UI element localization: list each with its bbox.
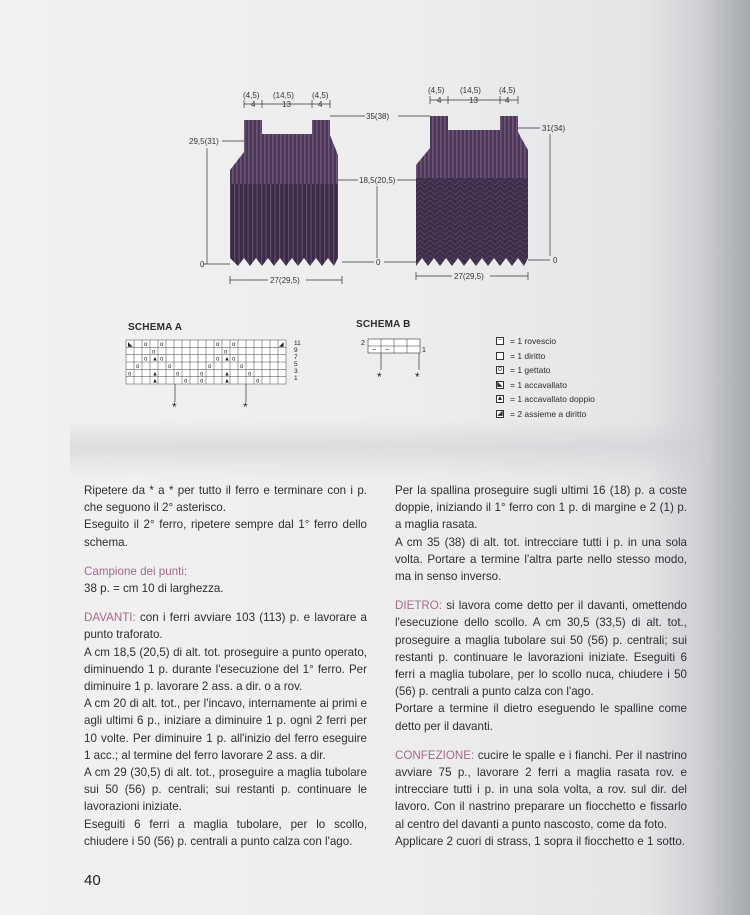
dim-width-right: 27(29,5) (454, 272, 484, 281)
legend-item (496, 334, 595, 349)
svg-text:o: o (160, 356, 164, 363)
legend-knit-symbol (496, 352, 504, 360)
svg-text:▲: ▲ (152, 356, 158, 363)
schema-b-row-1: 1 (422, 347, 426, 354)
dim-paren-left-1: (4,5) (243, 91, 260, 100)
svg-text:o: o (224, 349, 228, 356)
dim-paren-right-1: (4,5) (428, 86, 445, 95)
legend-k2tog-symbol: ◢ (497, 409, 503, 417)
garment-diagram (0, 0, 750, 300)
svg-text:o: o (248, 371, 252, 378)
dim-val-left-1: 4 (251, 100, 256, 109)
dim-val-right-3: 4 (505, 96, 510, 105)
paragraph: Eseguito il 2° ferro, ripetere sempre dal 1° ferro dello schema. (84, 518, 367, 549)
schema-a-chart (120, 336, 320, 426)
schema-b-chart (358, 336, 438, 396)
svg-text:▲: ▲ (224, 356, 230, 363)
svg-text:o: o (144, 356, 148, 363)
svg-text:o: o (240, 364, 244, 370)
paragraph: A cm 29 (30,5) di alt. tot., proseguire a maglia tubolare sui 50 (56) p. centrali; sui restanti p. continuare le lavorazioni iniziate. (84, 766, 367, 814)
schema-a-asterisk-2: * (243, 400, 248, 414)
confezione-text: cucire le spalle e i fianchi. Per il nastrino avviare 75 p., lavorare 2 ferri a maglia rasata rov. e intrecciare tutti i p. in una sola volta, a rov. sul dir. del lavoro. Con il nastrino preparare un fiocchetto e fissarlo al centro del davanti a punto nascosto, come da foto. (395, 748, 687, 831)
left-text-column (84, 482, 367, 850)
svg-text:◢: ◢ (279, 342, 284, 348)
svg-text:o: o (232, 356, 236, 363)
schema-b-title: SCHEMA B (356, 319, 411, 330)
davanti-heading: DAVANTI: (84, 611, 136, 625)
schema-b-asterisk-1: * (377, 370, 382, 384)
svg-text:−: − (385, 347, 390, 354)
schema-a-row-9: 9 (294, 347, 298, 354)
svg-text:o: o (176, 371, 180, 378)
dim-paren-right-3: (4,5) (499, 86, 516, 95)
svg-text:o: o (232, 342, 236, 348)
svg-text:o: o (168, 364, 172, 370)
schema-a-asterisk-1: * (172, 400, 177, 414)
dim-val-right-2: 13 (469, 96, 478, 105)
svg-text:o: o (136, 364, 140, 370)
svg-text:o: o (152, 349, 156, 356)
svg-text:o: o (200, 378, 204, 385)
legend-item (496, 378, 595, 393)
svg-text:o: o (144, 342, 148, 348)
dim-zero-mid: 0 (376, 258, 381, 267)
dim-29-5: 29,5(31) (189, 137, 219, 146)
dim-zero-right: 0 (553, 256, 558, 265)
paragraph: A cm 20 di alt. tot., per l'incavo, internamente ai primi e agli ultimi 6 p., iniziare a diminuire 1 p. ogni 2 ferri per 10 volte. Per diminuire 1 p. all'inizio del ferro eseguire 1 acc.; al termine del ferro lavorare 2 ass. a dir. (84, 697, 367, 762)
svg-text:▲: ▲ (224, 378, 230, 385)
back-garment-shape (416, 116, 528, 266)
campione-heading: Campione dei punti: (84, 564, 188, 578)
dim-width-left: 27(29,5) (270, 276, 300, 285)
dim-31: 31(34) (542, 124, 566, 133)
paragraph: Per la spallina proseguire sugli ultimi 16 (18) p. a coste doppie, iniziando il 1° ferro con 1 p. di margine e 2 (1) p. a maglia rasata. (395, 484, 687, 532)
legend-item (496, 392, 595, 407)
svg-text:◣: ◣ (128, 342, 133, 348)
paragraph (84, 609, 367, 643)
davanti-text: con i ferri avviare 103 (113) p. e lavorare a punto traforato. (84, 611, 367, 642)
legend-item (496, 349, 595, 364)
paragraph: A cm 35 (38) di alt. tot. intrecciare tutti i p. in una sola volta. Portare a termine l'altra parte nello stesso modo, ma in senso inverso. (395, 535, 687, 584)
dietro-heading: DIETRO: (395, 599, 443, 613)
paragraph: Portare a termine il dietro eseguendo le spalline come detto per il davanti. (395, 702, 687, 733)
paragraph: 38 p. = cm 10 di larghezza. (84, 582, 224, 596)
dietro-text: si lavora come detto per il davanti, omettendo l'esecuzione dello scollo. A cm 30,5 (33,5) di alt. tot., proseguire a maglia tubolare sui 50 (56) p. centrali; sui restanti p. continuare le lavorazioni iniziate. Eseguiti 6 ferri a maglia tubolare, per lo scollo nuca, chiudere i 50 (56) p. centrali a punto calza con l'ago. (395, 599, 687, 699)
front-garment-shape (230, 120, 338, 266)
svg-text:−: − (372, 347, 377, 354)
paragraph (395, 597, 687, 700)
legend-purl-text: = 1 rovescio (510, 336, 557, 346)
schema-a-row-1: 1 (294, 375, 298, 382)
schema-a-title: SCHEMA A (128, 322, 183, 333)
legend-ssk-symbol: ◣ (497, 380, 503, 388)
page-number: 40 (84, 872, 101, 889)
schema-b-row-2: 2 (361, 340, 365, 347)
legend-yo-symbol: o (496, 366, 504, 374)
svg-text:▲: ▲ (224, 371, 230, 378)
svg-text:o: o (200, 371, 204, 378)
schema-a-row-11: 11 (294, 340, 301, 347)
svg-text:o: o (184, 378, 188, 385)
dim-val-left-2: 13 (282, 100, 291, 109)
legend-item (496, 363, 595, 378)
dim-val-left-3: 4 (318, 100, 323, 109)
background-shadow-band (70, 420, 710, 478)
legend-k2tog-text: = 2 assieme a diritto (510, 408, 587, 419)
legend-knit-text: = 1 diritto (510, 350, 546, 361)
confezione-heading: CONFEZIONE: (395, 748, 475, 762)
svg-text:▲: ▲ (152, 371, 158, 378)
schema-b-asterisk-2: * (415, 370, 420, 384)
schema-a-row-7: 7 (294, 354, 298, 361)
legend-ssk-text: = 1 accavallato (510, 379, 567, 390)
svg-text:o: o (216, 356, 220, 363)
svg-text:o: o (208, 364, 212, 370)
paragraph: Applicare 2 cuori di strass, 1 sopra il fiocchetto e 1 sotto. (395, 834, 685, 848)
svg-text:o: o (128, 371, 132, 378)
paragraph: Eseguiti 6 ferri a maglia tubolare, per lo scollo, chiudere i 50 (56) p. centrali a punto calza con l'ago. (84, 817, 367, 848)
legend-item (496, 407, 595, 422)
dim-35: 35(38) (366, 112, 390, 121)
paragraph: A cm 18,5 (20,5) di alt. tot. proseguire a punto operato, diminuendo 1 p. durante l'esecuzione del 1° ferro. Per diminuire 1 p. lavorare 2 ass. a dir. o a rov. (84, 645, 367, 694)
symbol-legend (496, 334, 595, 421)
legend-yo-text: = 1 gettato (510, 365, 551, 375)
legend-purl-symbol: − (497, 337, 503, 345)
dim-paren-left-3: (4,5) (312, 91, 329, 100)
dim-paren-right-2: (14,5) (460, 86, 481, 95)
dim-paren-left-2: (14,5) (273, 91, 294, 100)
dim-18-5: 18,5(20,5) (359, 176, 396, 185)
dim-zero-left: 0 (200, 260, 205, 269)
legend-double-dec-text: = 1 accavallato doppio (510, 394, 595, 404)
schema-a-row-3: 3 (294, 368, 298, 375)
paragraph: Ripetere da * a * per tutto il ferro e terminare con i p. che seguono il 2° asterisco. (84, 484, 367, 515)
svg-text:o: o (160, 342, 164, 348)
dim-val-right-1: 4 (437, 96, 442, 105)
paragraph (395, 747, 687, 833)
schema-a-row-5: 5 (294, 361, 298, 368)
legend-double-dec-symbol: ▲ (496, 395, 504, 403)
svg-text:▲: ▲ (152, 378, 158, 385)
right-text-column (395, 482, 687, 850)
svg-text:o: o (256, 378, 260, 385)
svg-text:o: o (216, 342, 220, 348)
